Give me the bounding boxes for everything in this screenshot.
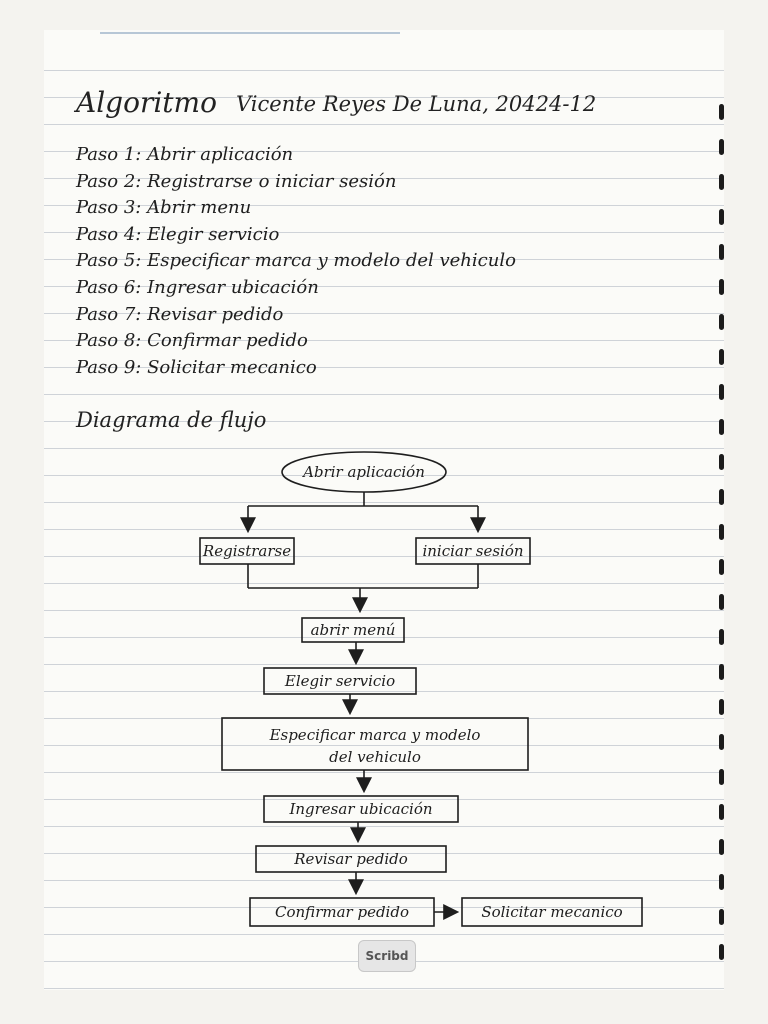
binder-hole (719, 419, 724, 435)
specify-label-line1: Especificar marca y modelo (269, 726, 481, 744)
binder-hole (719, 244, 724, 260)
binder-hole (719, 384, 724, 400)
binder-holes (718, 104, 724, 984)
location-label: Ingresar ubicación (289, 800, 433, 818)
binder-hole (719, 209, 724, 225)
binder-hole (719, 769, 724, 785)
binder-hole (719, 559, 724, 575)
binder-hole (719, 734, 724, 750)
binder-hole (719, 699, 724, 715)
page-title: Algoritmo (76, 86, 217, 119)
binder-hole (719, 839, 724, 855)
binder-hole (719, 874, 724, 890)
step-item: Paso 2: Registrarse o iniciar sesión (76, 170, 397, 192)
step-item: Paso 5: Especificar marca y modelo del vehiculo (76, 250, 516, 272)
request-label: Solicitar mecanico (481, 903, 623, 921)
author-line: Vicente Reyes De Luna, 20424-12 (236, 92, 597, 116)
step-item: Paso 8: Confirmar pedido (76, 330, 308, 352)
confirm-label: Confirmar pedido (275, 903, 409, 921)
binder-hole (719, 629, 724, 645)
binder-hole (719, 489, 724, 505)
binder-hole (719, 804, 724, 820)
register-label: Registrarse (202, 542, 292, 560)
login-label: iniciar sesión (422, 542, 524, 560)
step-item: Paso 9: Solicitar mecanico (76, 356, 317, 378)
binder-hole (719, 279, 724, 295)
binder-hole (719, 349, 724, 365)
scribd-watermark: Scribd (358, 940, 416, 972)
binder-hole (719, 454, 724, 470)
review-label: Revisar pedido (294, 850, 408, 868)
diagram-title: Diagrama de flujo (76, 408, 267, 432)
binder-hole (719, 104, 724, 120)
binder-hole (719, 139, 724, 155)
step-item: Paso 4: Elegir servicio (76, 223, 280, 245)
step-item: Paso 6: Ingresar ubicación (76, 276, 319, 298)
binder-hole (719, 594, 724, 610)
binder-hole (719, 314, 724, 330)
specify-label-line2: del vehiculo (329, 748, 421, 766)
start-label: Abrir aplicación (303, 463, 425, 481)
binder-hole (719, 944, 724, 960)
binder-hole (719, 524, 724, 540)
step-item: Paso 7: Revisar pedido (76, 303, 284, 325)
binder-hole (719, 664, 724, 680)
service-label: Elegir servicio (284, 672, 396, 690)
binder-hole (719, 174, 724, 190)
binder-hole (719, 909, 724, 925)
step-item: Paso 3: Abrir menu (76, 197, 252, 219)
menu-label: abrir menú (310, 621, 396, 639)
step-item: Paso 1: Abrir aplicación (76, 144, 294, 165)
